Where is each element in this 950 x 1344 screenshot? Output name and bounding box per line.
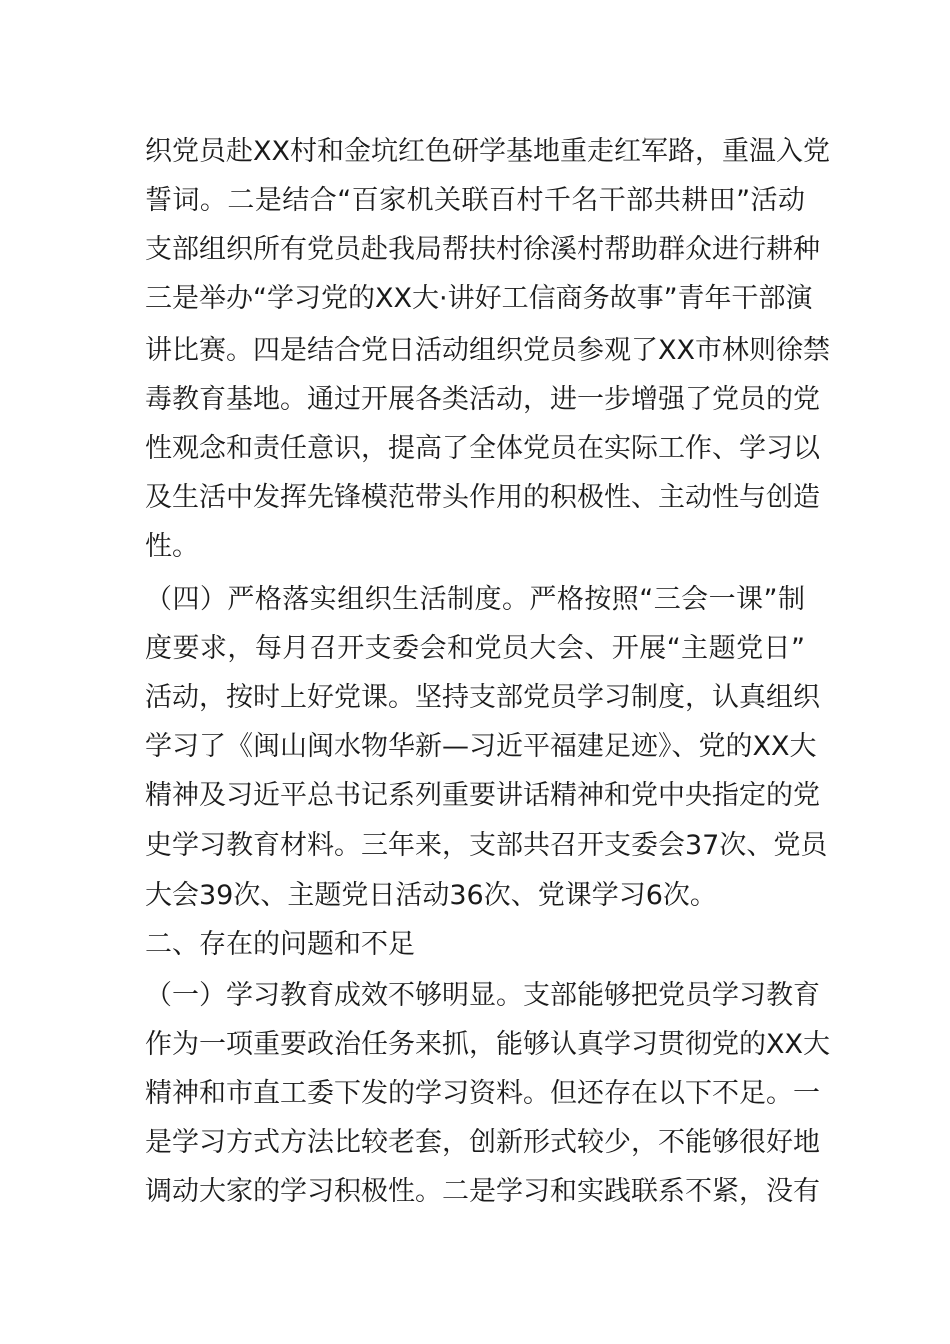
body-text-line: 毒教育基地。通过开展各类活动，进一步增强了党员的党 xyxy=(145,384,820,415)
body-text-line: 调动大家的学习积极性。二是学习和实践联系不紧，没有 xyxy=(145,1176,820,1207)
body-text-line: 三是举办“学习党的XX大·讲好工信商务故事”青年干部演 xyxy=(145,283,813,314)
body-text-line: 及生活中发挥先锋模范带头作用的积极性、主动性与创造 xyxy=(145,482,820,513)
body-text-line: 是学习方式方法比较老套，创新形式较少，不能够很好地 xyxy=(145,1127,820,1158)
body-text-line: 度要求，每月召开支委会和党员大会、开展“主题党日” xyxy=(145,633,805,664)
section-heading-line: （四）严格落实组织生活制度。严格按照“三会一课”制 xyxy=(145,584,805,615)
body-text-line: 学习了《闽山闽水物华新—习近平福建足迹》、党的XX大 xyxy=(145,731,817,762)
body-text-line: 活动，按时上好党课。坚持支部党员学习制度，认真组织 xyxy=(145,682,820,713)
body-text-line: 织党员赴XX村和金坑红色研学基地重走红军路，重温入党 xyxy=(145,136,830,167)
body-text-line: 誓词。二是结合“百家机关联百村千名干部共耕田”活动 xyxy=(145,185,805,216)
body-text-line: 史学习教育材料。三年来，支部共召开支委会37次、党员 xyxy=(145,830,828,861)
body-text-line: 性观念和责任意识，提高了全体党员在实际工作、学习以 xyxy=(145,433,820,464)
body-text-line: 作为一项重要政治任务来抓，能够认真学习贯彻党的XX大 xyxy=(145,1029,830,1060)
body-text-line: 精神及习近平总书记系列重要讲话精神和党中央指定的党 xyxy=(145,780,820,811)
body-text-line: 精神和市直工委下发的学习资料。但还存在以下不足。一 xyxy=(145,1078,820,1109)
body-text-line: 支部组织所有党员赴我局帮扶村徐溪村帮助群众进行耕种 xyxy=(145,234,820,265)
body-text-line: 大会39次、主题党日活动36次、党课学习6次。 xyxy=(145,880,717,911)
body-text-line: 性。 xyxy=(145,531,199,562)
section-heading: 二、存在的问题和不足 xyxy=(145,929,415,960)
subsection-heading-line: （一）学习教育成效不够明显。支部能够把党员学习教育 xyxy=(145,980,820,1011)
body-text-line: 讲比赛。四是结合党日活动组织党员参观了XX市林则徐禁 xyxy=(145,335,830,366)
